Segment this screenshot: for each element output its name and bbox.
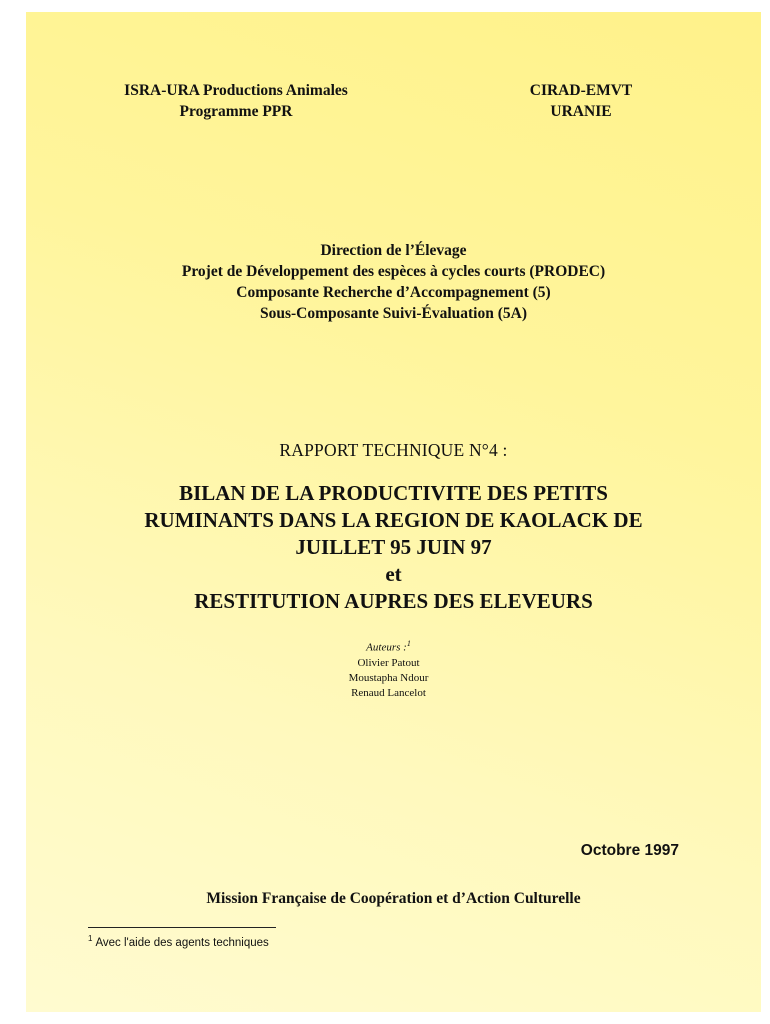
footnote (88, 934, 269, 949)
header-left-line2: Programme PPR (179, 103, 293, 120)
header-right-line2: URANIE (550, 103, 612, 120)
report-title (26, 480, 761, 615)
direction-block (26, 240, 761, 324)
report-label: RAPPORT TECHNIQUE N°4 : (279, 440, 508, 460)
footnote-divider (88, 927, 276, 928)
authors-heading (26, 636, 751, 656)
title-line: et (385, 562, 402, 586)
footnote-text: Avec l'aide des agents techniques (95, 936, 269, 949)
authors-block (26, 636, 751, 701)
header-left (26, 80, 446, 122)
subcomponent-line: Sous-Composante Suivi-Évaluation (5A) (260, 305, 527, 322)
direction-line: Direction de l’Élevage (320, 242, 467, 259)
component-line: Composante Recherche d’Accompagnement (5) (236, 284, 551, 301)
author-name: Olivier Patout (357, 656, 420, 669)
mission-line: Mission Française de Coopération et d’Action Culturelle (206, 890, 581, 907)
report-date: Octobre 1997 (580, 842, 679, 859)
authors-footnote-ref: 1 (406, 639, 411, 648)
title-line: RESTITUTION AUPRES DES ELEVEURS (194, 589, 593, 613)
author-name: Renaud Lancelot (351, 686, 426, 699)
authors-label: Auteurs : (366, 641, 407, 654)
author-name: Moustapha Ndour (348, 671, 429, 684)
document-page (26, 12, 761, 1012)
header-right (476, 80, 686, 122)
header-right-line1: CIRAD-EMVT (529, 82, 633, 99)
footnote-number: 1 (88, 934, 93, 943)
title-line: JUILLET 95 JUIN 97 (295, 535, 492, 559)
project-line: Projet de Développement des espèces à cycles courts (PRODEC) (181, 263, 606, 280)
title-line: BILAN DE LA PRODUCTIVITE DES PETITS (179, 481, 608, 505)
header-left-line1: ISRA-URA Productions Animales (124, 82, 348, 99)
title-line: RUMINANTS DANS LA REGION DE KAOLACK DE (144, 508, 643, 532)
